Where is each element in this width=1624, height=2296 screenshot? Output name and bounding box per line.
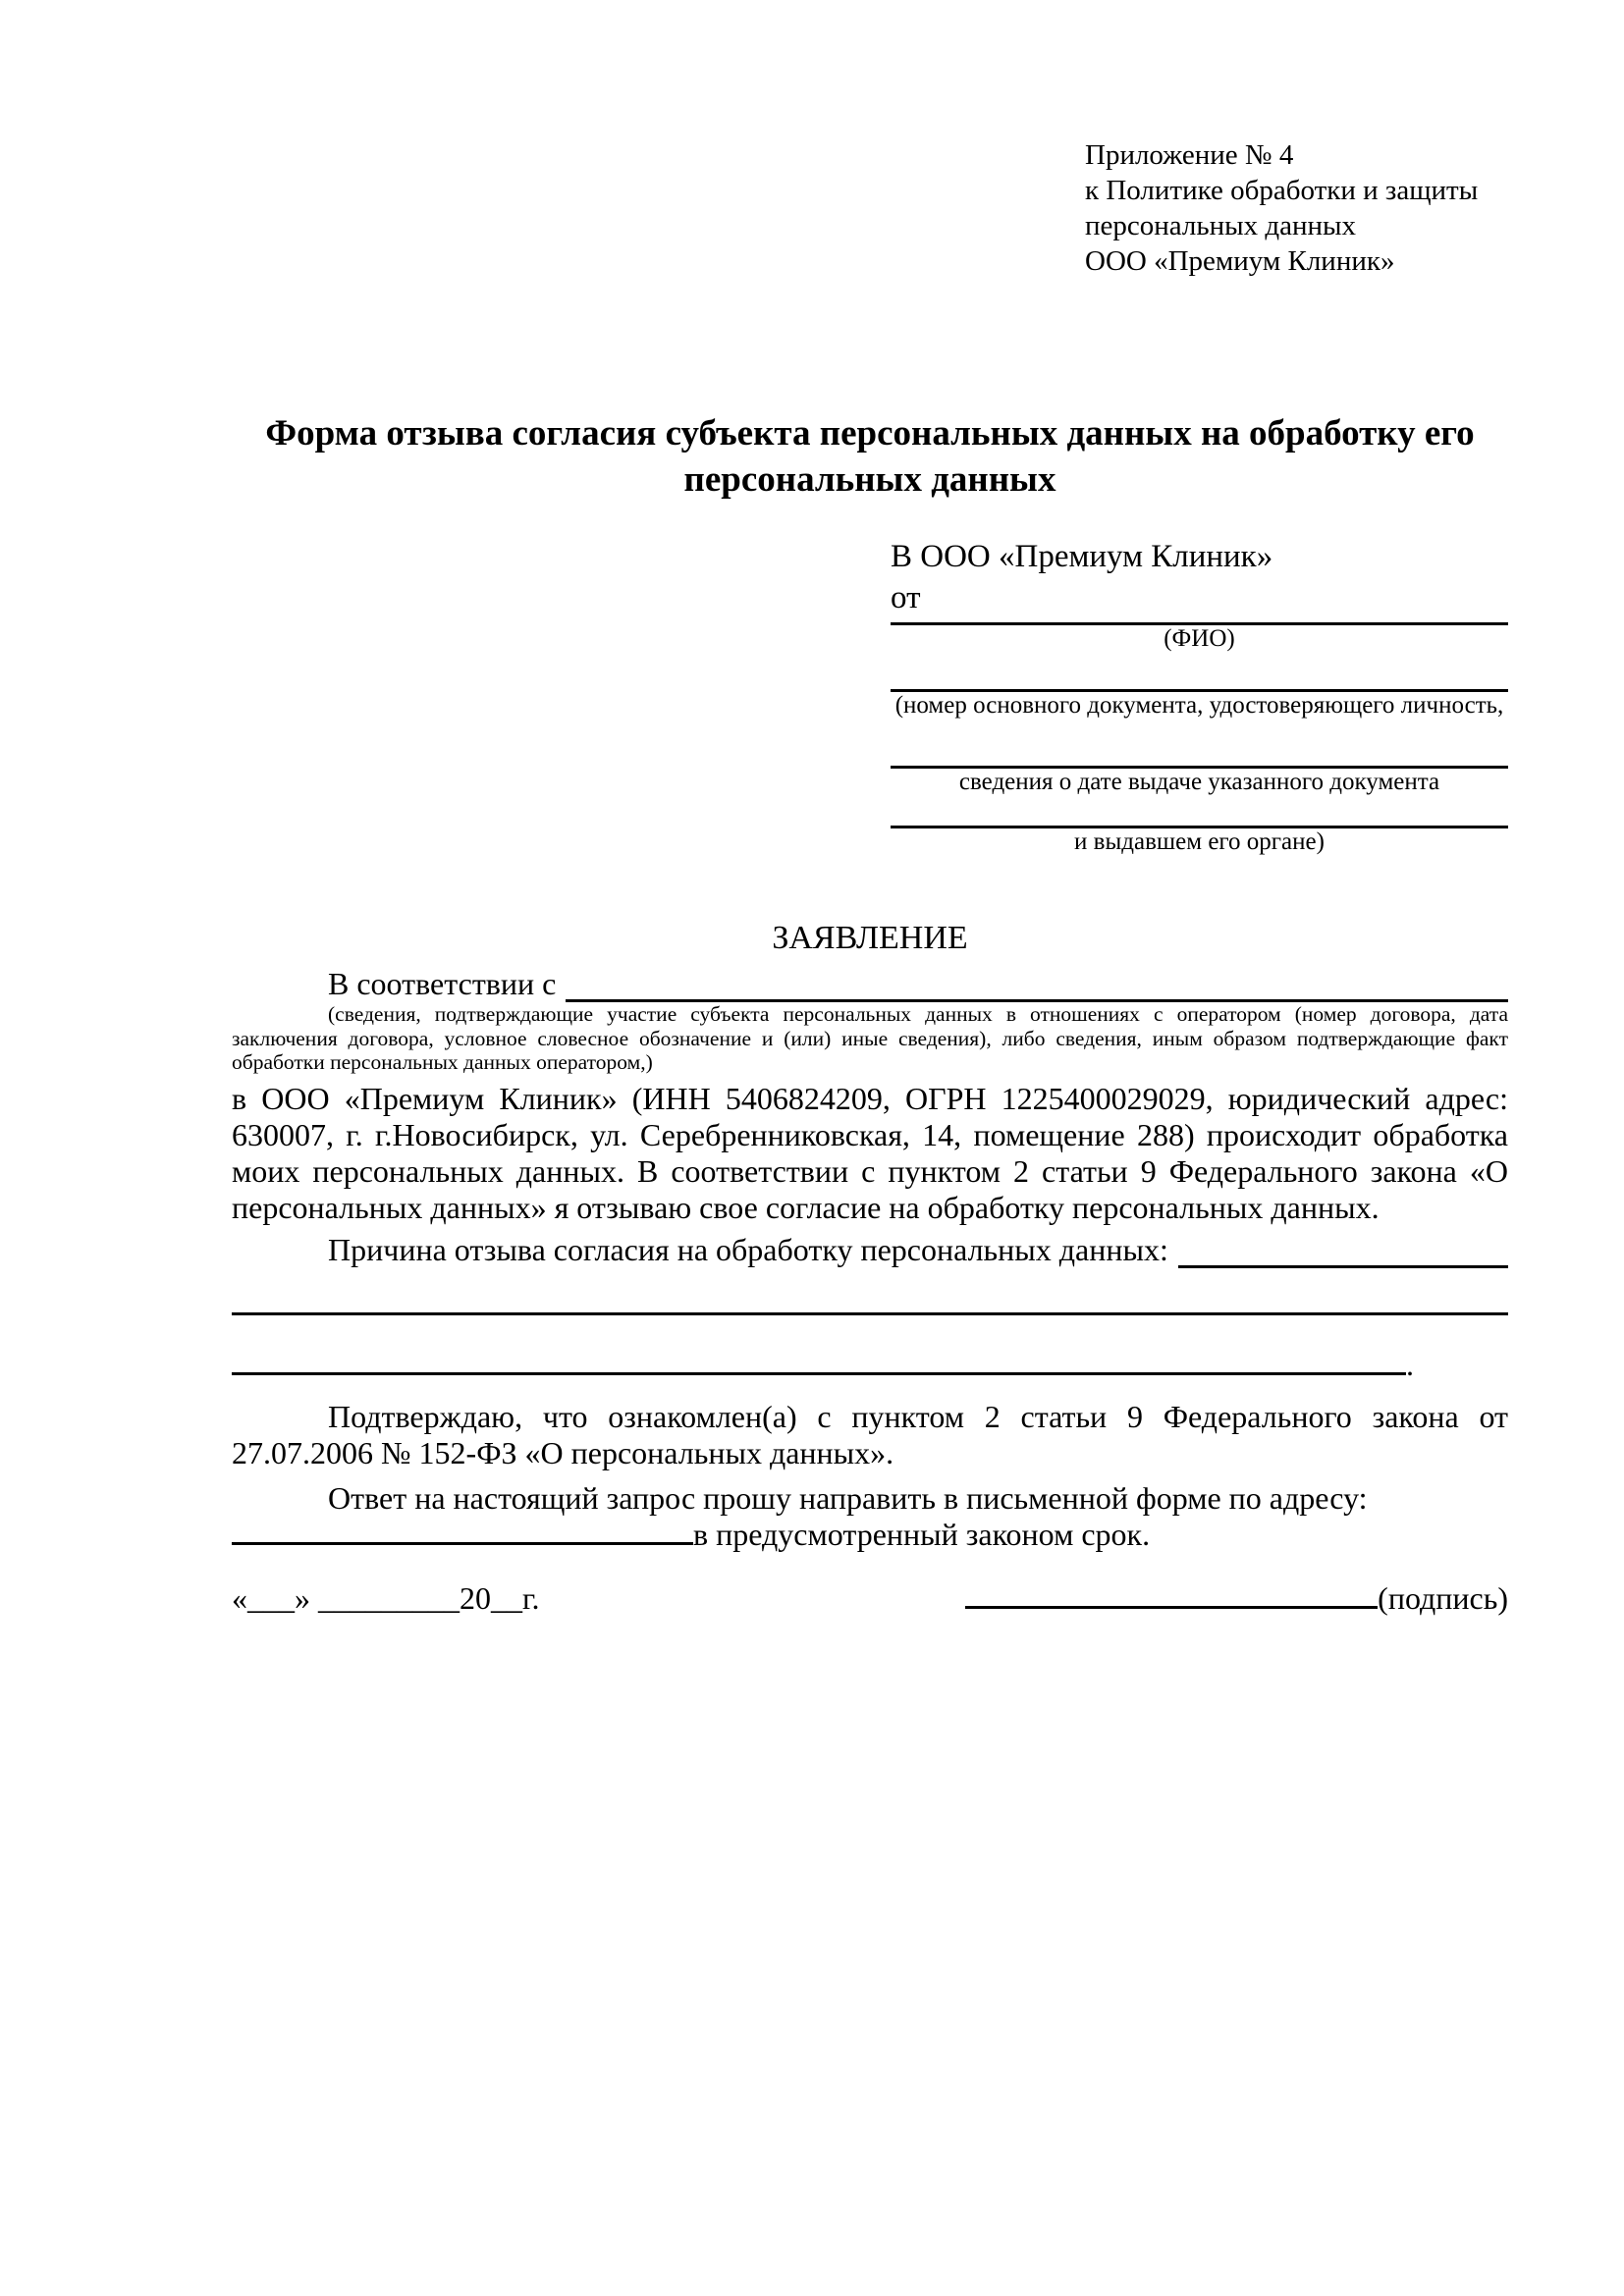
appendix-header-line: персональных данных bbox=[1085, 210, 1357, 241]
issue-date-caption: сведения о дате выдаче указанного документа bbox=[958, 769, 1440, 795]
body-paragraph: в ООО «Премиум Клиник» (ИНН 5406824209, ОГРН 1225400029029, юридический адрес: 630007, г. г.Новосибирск, ул. Серебренниковская, 14, помещение 288) происходит обработка моих персональных данных. В соответствии с пунктом 2 статьи 9 Федерального закона «О персональных данных» я отзываю свое согласие на обработку персональных данных. bbox=[232, 1080, 1508, 1225]
id-number-caption: (номер основного документа, удостоверяющего личность, bbox=[894, 692, 1504, 719]
reason-line bbox=[232, 1232, 1508, 1268]
addressee-block bbox=[891, 537, 1508, 856]
basis-field[interactable] bbox=[566, 966, 1508, 1002]
appendix-header-line: ООО «Премиум Клиник» bbox=[1085, 245, 1395, 277]
fine-print-note: (сведения, подтверждающие участие субъекта персональных данных в отношениях с оператором (номер договора, дата заключения договора, условное словесное обозначение и (или) иные сведения), либо сведения, иным образом подтверждающие факт обработки персональных данных оператором,) bbox=[232, 1002, 1508, 1074]
confirm-paragraph: Подтверждаю, что ознакомлен(а) с пунктом 2 статьи 9 Федерального закона от 27.07.2006 № 152-ФЗ «О персональных данных». bbox=[232, 1398, 1508, 1470]
period-mark: . bbox=[1406, 1346, 1414, 1382]
document-title: Форма отзыва согласия субъекта персональных данных на обработку его персональных данных bbox=[265, 413, 1475, 500]
reason-extra-field-1[interactable] bbox=[232, 1312, 1508, 1315]
reason-extra-field-2[interactable] bbox=[232, 1372, 1406, 1375]
signature-group bbox=[965, 1580, 1508, 1617]
basis-line bbox=[232, 966, 1508, 1002]
paragraph-indent bbox=[232, 1232, 328, 1268]
basis-prefix: В соответствии с bbox=[328, 966, 557, 1001]
signature-field[interactable] bbox=[965, 1606, 1378, 1609]
paragraph-indent bbox=[232, 966, 328, 1002]
reply-address-row bbox=[232, 1517, 1508, 1553]
address-field[interactable] bbox=[232, 1542, 693, 1545]
appendix-header-line: к Политике обработки и защиты bbox=[1085, 175, 1479, 206]
reason-extra-row bbox=[232, 1347, 1508, 1383]
fio-caption: (ФИО) bbox=[1164, 625, 1235, 652]
reason-label: Причина отзыва согласия на обработку персональных данных: bbox=[328, 1231, 1168, 1267]
signature-caption: (подпись) bbox=[1378, 1579, 1508, 1616]
statement-heading: ЗАЯВЛЕНИЕ bbox=[772, 920, 968, 956]
reply-paragraph: Ответ на настоящий запрос прошу направить в письменной форме по адресу: bbox=[328, 1479, 1368, 1516]
reason-field[interactable] bbox=[1178, 1232, 1508, 1268]
addressee-from-label: от bbox=[891, 580, 921, 615]
footer-row bbox=[232, 1580, 1508, 1617]
reply-tail: в предусмотренный законом срок. bbox=[693, 1516, 1151, 1552]
issuing-authority-caption: и выдавшем его органе) bbox=[1074, 828, 1325, 855]
appendix-header bbox=[1085, 137, 1508, 279]
date-field[interactable]: «___» _________20__г. bbox=[232, 1579, 540, 1616]
addressee-to: В ООО «Премиум Клиник» bbox=[891, 539, 1273, 574]
appendix-header-line: Приложение № 4 bbox=[1085, 139, 1294, 171]
